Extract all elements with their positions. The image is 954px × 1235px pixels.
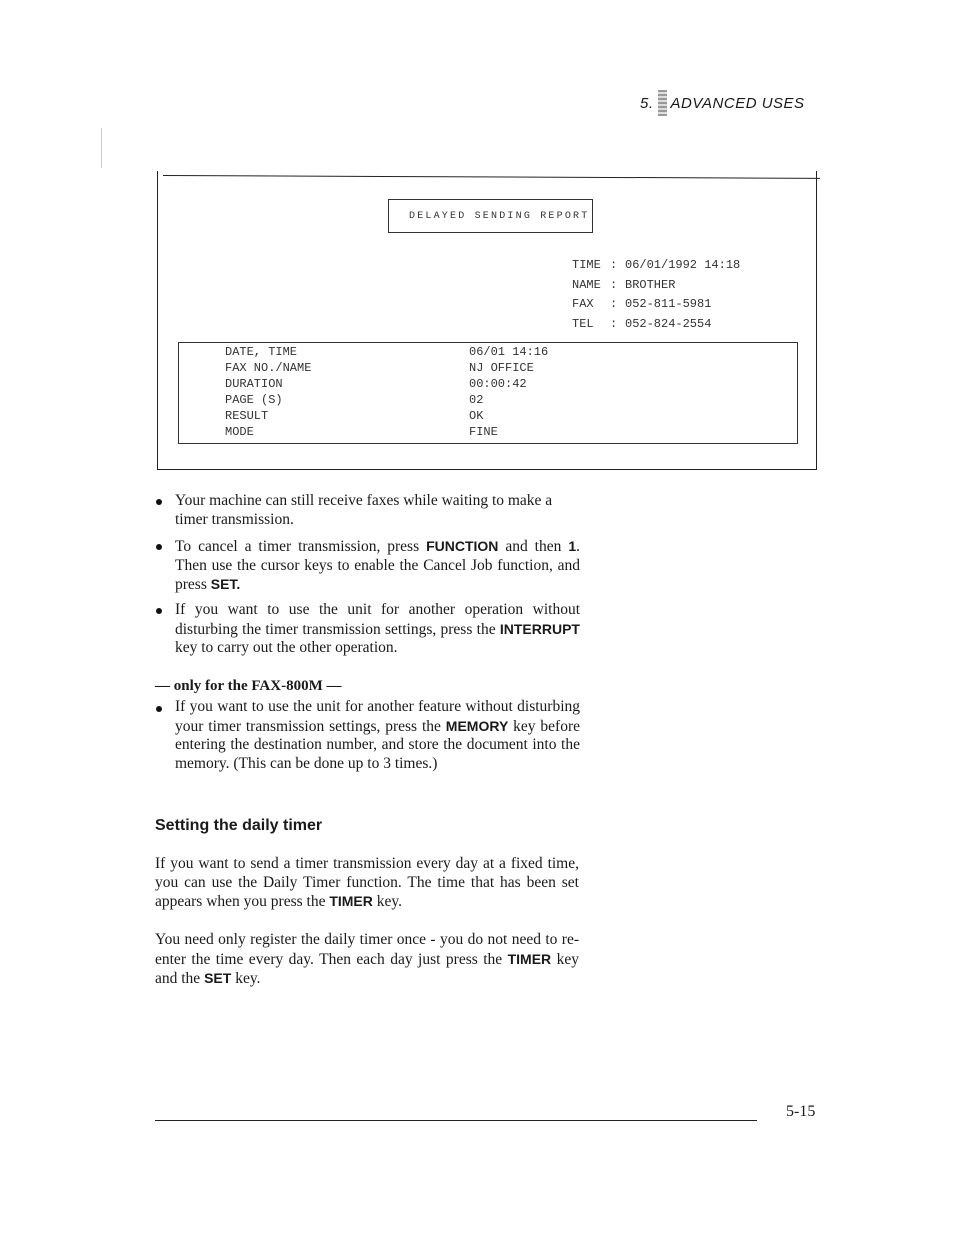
sender-value: BROTHER [625, 277, 676, 292]
sender-label: NAME [572, 277, 601, 292]
detail-label: DURATION [225, 376, 283, 391]
sender-label: FAX [572, 297, 594, 311]
bullet-text: Your machine can still receive faxes while waiting to make a timer transmission. [175, 492, 553, 528]
sender-value: 052-811-5981 [625, 297, 712, 311]
detail-row [225, 377, 548, 393]
report-title-text: DELAYED SENDING REPORT [409, 210, 590, 222]
page-number-text: 5-15 [786, 1103, 816, 1120]
paragraph-text: You need only register the daily timer once - you do not need to re-enter the time every day. Then each day just press the [155, 931, 579, 968]
detail-row [225, 345, 548, 361]
report-title [388, 199, 593, 233]
section-heading [155, 817, 322, 835]
transmission-details [225, 345, 548, 440]
detail-label: MODE [225, 424, 254, 439]
key-function: FUNCTION [426, 538, 499, 554]
sender-label: TIME [572, 258, 601, 272]
bullet-text: To cancel a timer transmission, press [175, 538, 427, 555]
detail-value: FINE [469, 424, 498, 439]
sender-separator: : [610, 258, 618, 272]
detail-value: OK [469, 408, 484, 423]
detail-value: NJ OFFICE [469, 360, 534, 375]
sender-row-time [572, 256, 740, 276]
footer-rule [155, 1120, 757, 1121]
key-timer: TIMER [507, 950, 552, 967]
bullet-text: key before entering the destination number, and store the document into the memory. (This can be done up to 3 times.) [175, 717, 581, 772]
bullet-text: If you want to use the unit for another feature without disturbing your timer transmission settings, press the [175, 698, 580, 735]
daily-timer-paragraph-1 [155, 855, 579, 912]
paragraph-text: key. [372, 893, 403, 910]
section-heading-text: Setting the daily timer [155, 817, 323, 834]
sender-info [572, 256, 740, 334]
sender-row-name [572, 276, 740, 296]
bullet-receive-faxes [175, 492, 580, 529]
paragraph-text: key. [231, 970, 261, 987]
chapter-title: ADVANCED USES [670, 94, 805, 112]
detail-value: 00:00:42 [469, 376, 527, 391]
detail-row [225, 425, 548, 441]
bullet-icon [156, 499, 162, 505]
bullet-text: and then [498, 538, 569, 555]
detail-value: 06/01 14:16 [469, 345, 549, 359]
sender-row-fax [572, 295, 740, 315]
detail-value: 02 [469, 392, 484, 407]
detail-label: PAGE (S) [225, 392, 283, 407]
model-note-heading [155, 677, 579, 696]
model-note-heading-text: — only for the FAX-800M — [155, 678, 342, 694]
bullet-interrupt [175, 601, 580, 658]
sender-separator: : [610, 277, 618, 292]
detail-row [225, 361, 548, 377]
key-interrupt: INTERRUPT [499, 620, 580, 637]
detail-label: RESULT [225, 408, 269, 423]
page-number [786, 1103, 815, 1121]
bullet-text: If you want to use the unit for another operation without disturbing the timer transmission settings, press the [175, 601, 580, 638]
key-1: 1 [568, 538, 577, 554]
detail-row [225, 409, 548, 425]
key-memory: MEMORY [445, 717, 509, 734]
key-timer: TIMER [329, 893, 373, 909]
bullet-text: key to carry out the other operation. [175, 639, 398, 656]
sender-separator: : [610, 316, 618, 331]
scan-mark [101, 128, 102, 168]
bullet-cancel-timer [175, 537, 580, 595]
key-set: SET [204, 970, 232, 986]
detail-label: DATE, TIME [225, 345, 298, 359]
paragraph-text: If you want to send a timer transmission every day at a fixed time, you can use the Daily Timer function. The time that has been set appears when you press the [155, 855, 579, 910]
daily-timer-paragraph-2 [155, 931, 579, 989]
bullet-icon [156, 544, 162, 550]
sender-separator: : [610, 297, 618, 311]
sender-row-tel [572, 315, 740, 335]
key-set: SET. [210, 576, 241, 592]
detail-row [225, 393, 548, 409]
bullet-text: . Then use the cursor keys to enable the Cancel Job function, and press [175, 538, 580, 593]
chapter-header [640, 90, 805, 116]
bullet-icon [156, 706, 162, 712]
bullet-memory [175, 698, 580, 773]
sender-label: TEL [572, 316, 594, 331]
sender-value: 052-824-2554 [625, 316, 712, 331]
paragraph-text: key and the [155, 950, 580, 987]
sender-value: 06/01/1992 14:18 [625, 258, 741, 272]
chapter-number: 5. [640, 94, 654, 112]
detail-label: FAX NO./NAME [225, 360, 312, 375]
chapter-tab-marker [658, 90, 667, 116]
bullet-icon [156, 608, 162, 614]
